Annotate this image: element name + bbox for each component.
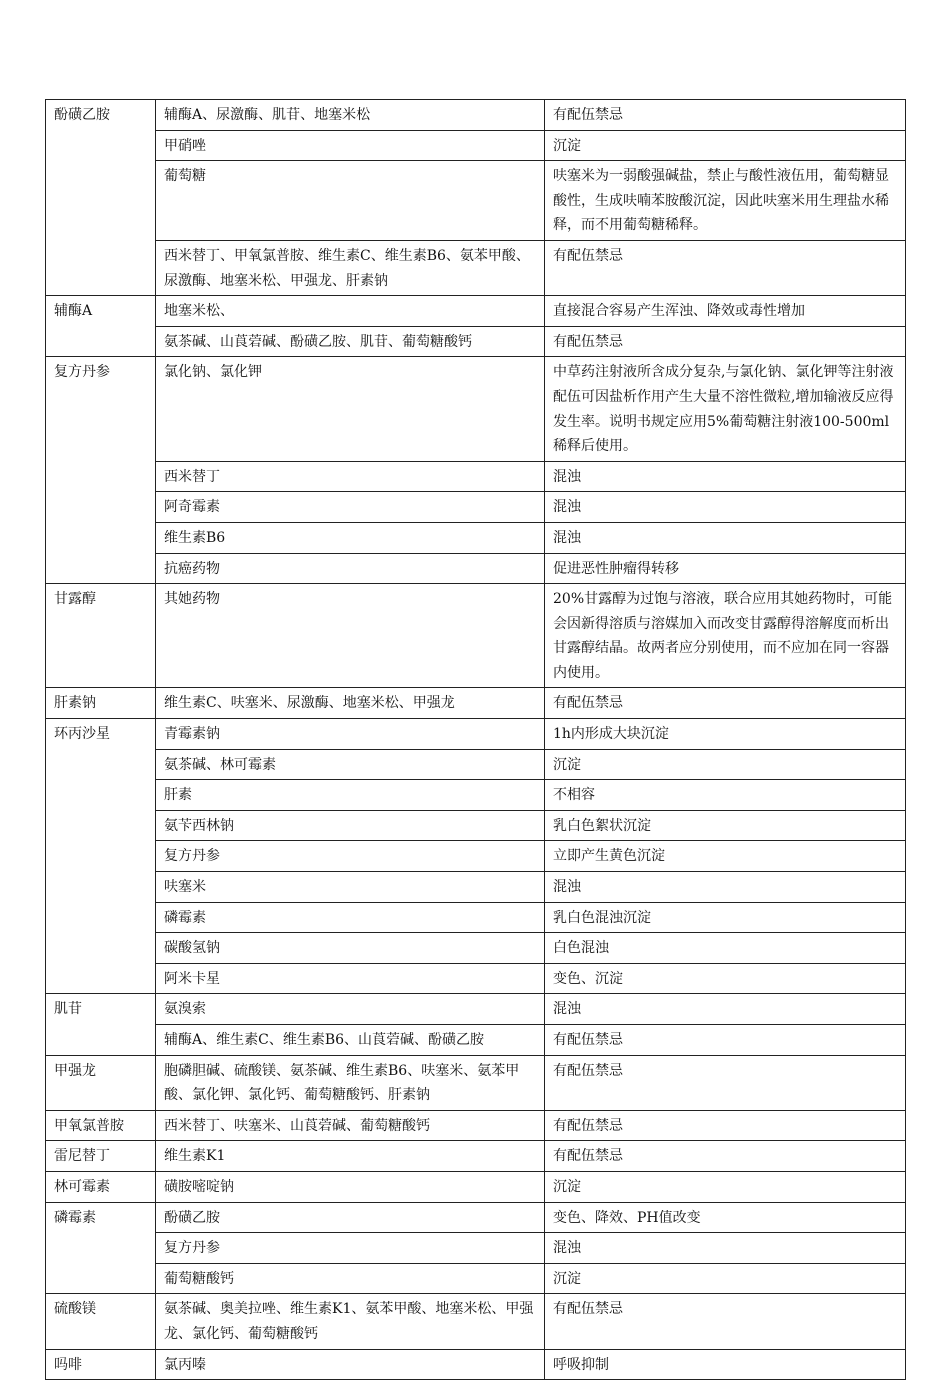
incompatible-drugs-cell: 酚磺乙胺 — [156, 1202, 545, 1233]
table-row — [46, 161, 906, 241]
table-row — [46, 1110, 906, 1141]
result-cell: 中草药注射液所含成分复杂,与氯化钠、氯化钾等注射液配伍可因盐析作用产生大量不溶性微粒,增加输液反应得发生率。说明书规定应用5%葡萄糖注射液100-500ml稀释后使用。 — [545, 357, 906, 461]
result-cell: 1h内形成大块沉淀 — [545, 719, 906, 750]
result-cell: 呋塞米为一弱酸强碱盐，禁止与酸性液伍用，葡萄糖显酸性，生成呋喃苯胺酸沉淀，因此呋塞米用生理盐水稀释，而不用葡萄糖稀释。 — [545, 161, 906, 241]
incompatible-drugs-cell: 氨苄西林钠 — [156, 810, 545, 841]
result-cell: 混浊 — [545, 492, 906, 523]
table-row — [46, 963, 906, 994]
incompatible-drugs-cell: 葡萄糖 — [156, 161, 545, 241]
result-cell: 有配伍禁忌 — [545, 1141, 906, 1172]
table-row — [46, 1233, 906, 1264]
table-row — [46, 357, 906, 461]
drug-name-cell: 甘露醇 — [46, 584, 156, 688]
table-row — [46, 240, 906, 295]
incompatible-drugs-cell: 磷霉素 — [156, 902, 545, 933]
drug-name-cell: 复方丹参 — [46, 357, 156, 584]
drug-name-cell: 林可霉素 — [46, 1171, 156, 1202]
table-row — [46, 810, 906, 841]
result-cell: 混浊 — [545, 872, 906, 903]
result-cell: 沉淀 — [545, 130, 906, 161]
incompatible-drugs-cell: 阿奇霉素 — [156, 492, 545, 523]
incompatible-drugs-cell: 碳酸氢钠 — [156, 933, 545, 964]
result-cell: 乳白色混浊沉淀 — [545, 902, 906, 933]
table-row — [46, 933, 906, 964]
drug-name-cell: 雷尼替丁 — [46, 1141, 156, 1172]
drug-name-cell: 肌苷 — [46, 994, 156, 1055]
result-cell: 呼吸抑制 — [545, 1349, 906, 1380]
incompatible-drugs-cell: 肝素 — [156, 780, 545, 811]
table-row — [46, 1055, 906, 1110]
result-cell: 促进恶性肿瘤得转移 — [545, 553, 906, 584]
result-cell: 变色、沉淀 — [545, 963, 906, 994]
result-cell: 有配伍禁忌 — [545, 1110, 906, 1141]
table-row — [46, 749, 906, 780]
table-row — [46, 1202, 906, 1233]
table-row — [46, 522, 906, 553]
incompatible-drugs-cell: 甲硝唑 — [156, 130, 545, 161]
table-row — [46, 296, 906, 327]
result-cell: 乳白色絮状沉淀 — [545, 810, 906, 841]
result-cell: 有配伍禁忌 — [545, 240, 906, 295]
table-row — [46, 100, 906, 131]
table-row — [46, 719, 906, 750]
result-cell: 沉淀 — [545, 1263, 906, 1294]
table-row — [46, 1025, 906, 1056]
incompatible-drugs-cell: 氨茶碱、山莨菪碱、酚磺乙胺、肌苷、葡萄糖酸钙 — [156, 326, 545, 357]
table-row — [46, 841, 906, 872]
drug-name-cell: 环丙沙星 — [46, 719, 156, 994]
incompatible-drugs-cell: 氯化钠、氯化钾 — [156, 357, 545, 461]
table-row — [46, 872, 906, 903]
result-cell: 20%甘露醇为过饱与溶液，联合应用其她药物时，可能会因新得溶质与溶媒加入而改变甘露醇得溶解度而析出甘露醇结晶。故两者应分别使用，而不应加在同一容器内使用。 — [545, 584, 906, 688]
incompatible-drugs-cell: 西米替丁、甲氧氯普胺、维生素C、维生素B6、氨苯甲酸、尿激酶、地塞米松、甲强龙、肝素钠 — [156, 240, 545, 295]
result-cell: 混浊 — [545, 522, 906, 553]
result-cell: 有配伍禁忌 — [545, 100, 906, 131]
drug-name-cell: 肝素钠 — [46, 688, 156, 719]
incompatible-drugs-cell: 氯丙嗪 — [156, 1349, 545, 1380]
result-cell: 有配伍禁忌 — [545, 688, 906, 719]
table-row — [46, 1171, 906, 1202]
result-cell: 混浊 — [545, 1233, 906, 1264]
table-row — [46, 1294, 906, 1349]
table-row — [46, 1263, 906, 1294]
incompatible-drugs-cell: 辅酶A、尿激酶、肌苷、地塞米松 — [156, 100, 545, 131]
incompatible-drugs-cell: 辅酶A、维生素C、维生素B6、山莨菪碱、酚磺乙胺 — [156, 1025, 545, 1056]
result-cell: 有配伍禁忌 — [545, 1294, 906, 1349]
incompatible-drugs-cell: 维生素B6 — [156, 522, 545, 553]
incompatible-drugs-cell: 维生素K1 — [156, 1141, 545, 1172]
table-row — [46, 584, 906, 688]
table-row — [46, 688, 906, 719]
incompatible-drugs-cell: 葡萄糖酸钙 — [156, 1263, 545, 1294]
incompatible-drugs-cell: 维生素C、呋塞米、尿激酶、地塞米松、甲强龙 — [156, 688, 545, 719]
incompatible-drugs-cell: 氨茶碱、林可霉素 — [156, 749, 545, 780]
incompatible-drugs-cell: 阿米卡星 — [156, 963, 545, 994]
incompatible-drugs-cell: 磺胺嘧啶钠 — [156, 1171, 545, 1202]
table-row — [46, 994, 906, 1025]
incompatible-drugs-cell: 地塞米松、 — [156, 296, 545, 327]
result-cell: 白色混浊 — [545, 933, 906, 964]
result-cell: 立即产生黄色沉淀 — [545, 841, 906, 872]
table-body — [46, 100, 906, 1380]
result-cell: 沉淀 — [545, 1171, 906, 1202]
result-cell: 直接混合容易产生浑浊、降效或毒性增加 — [545, 296, 906, 327]
compatibility-table — [45, 99, 906, 1380]
incompatible-drugs-cell: 复方丹参 — [156, 841, 545, 872]
table-row — [46, 492, 906, 523]
incompatible-drugs-cell: 复方丹参 — [156, 1233, 545, 1264]
table-row — [46, 780, 906, 811]
drug-name-cell: 吗啡 — [46, 1349, 156, 1380]
table-row — [46, 1141, 906, 1172]
drug-name-cell: 甲强龙 — [46, 1055, 156, 1110]
table-row — [46, 902, 906, 933]
incompatible-drugs-cell: 西米替丁 — [156, 461, 545, 492]
table-row — [46, 553, 906, 584]
result-cell: 混浊 — [545, 461, 906, 492]
incompatible-drugs-cell: 胞磷胆碱、硫酸镁、氨茶碱、维生素B6、呋塞米、氨苯甲酸、氯化钾、氯化钙、葡萄糖酸钙、肝素钠 — [156, 1055, 545, 1110]
incompatible-drugs-cell: 氨茶碱、奥美拉唑、维生素K1、氨苯甲酸、地塞米松、甲强龙、氯化钙、葡萄糖酸钙 — [156, 1294, 545, 1349]
incompatible-drugs-cell: 抗癌药物 — [156, 553, 545, 584]
table-row — [46, 1349, 906, 1380]
incompatible-drugs-cell: 西米替丁、呋塞米、山莨菪碱、葡萄糖酸钙 — [156, 1110, 545, 1141]
drug-name-cell: 硫酸镁 — [46, 1294, 156, 1349]
result-cell: 有配伍禁忌 — [545, 1025, 906, 1056]
drug-name-cell: 酚磺乙胺 — [46, 100, 156, 296]
result-cell: 沉淀 — [545, 749, 906, 780]
table-row — [46, 461, 906, 492]
result-cell: 有配伍禁忌 — [545, 1055, 906, 1110]
incompatible-drugs-cell: 氨溴索 — [156, 994, 545, 1025]
incompatible-drugs-cell: 青霉素钠 — [156, 719, 545, 750]
result-cell: 不相容 — [545, 780, 906, 811]
drug-name-cell: 辅酶A — [46, 296, 156, 357]
table-row — [46, 130, 906, 161]
incompatible-drugs-cell: 呋塞米 — [156, 872, 545, 903]
drug-name-cell: 甲氧氯普胺 — [46, 1110, 156, 1141]
result-cell: 混浊 — [545, 994, 906, 1025]
table-row — [46, 326, 906, 357]
result-cell: 变色、降效、PH值改变 — [545, 1202, 906, 1233]
drug-name-cell: 磷霉素 — [46, 1202, 156, 1294]
incompatible-drugs-cell: 其她药物 — [156, 584, 545, 688]
result-cell: 有配伍禁忌 — [545, 326, 906, 357]
